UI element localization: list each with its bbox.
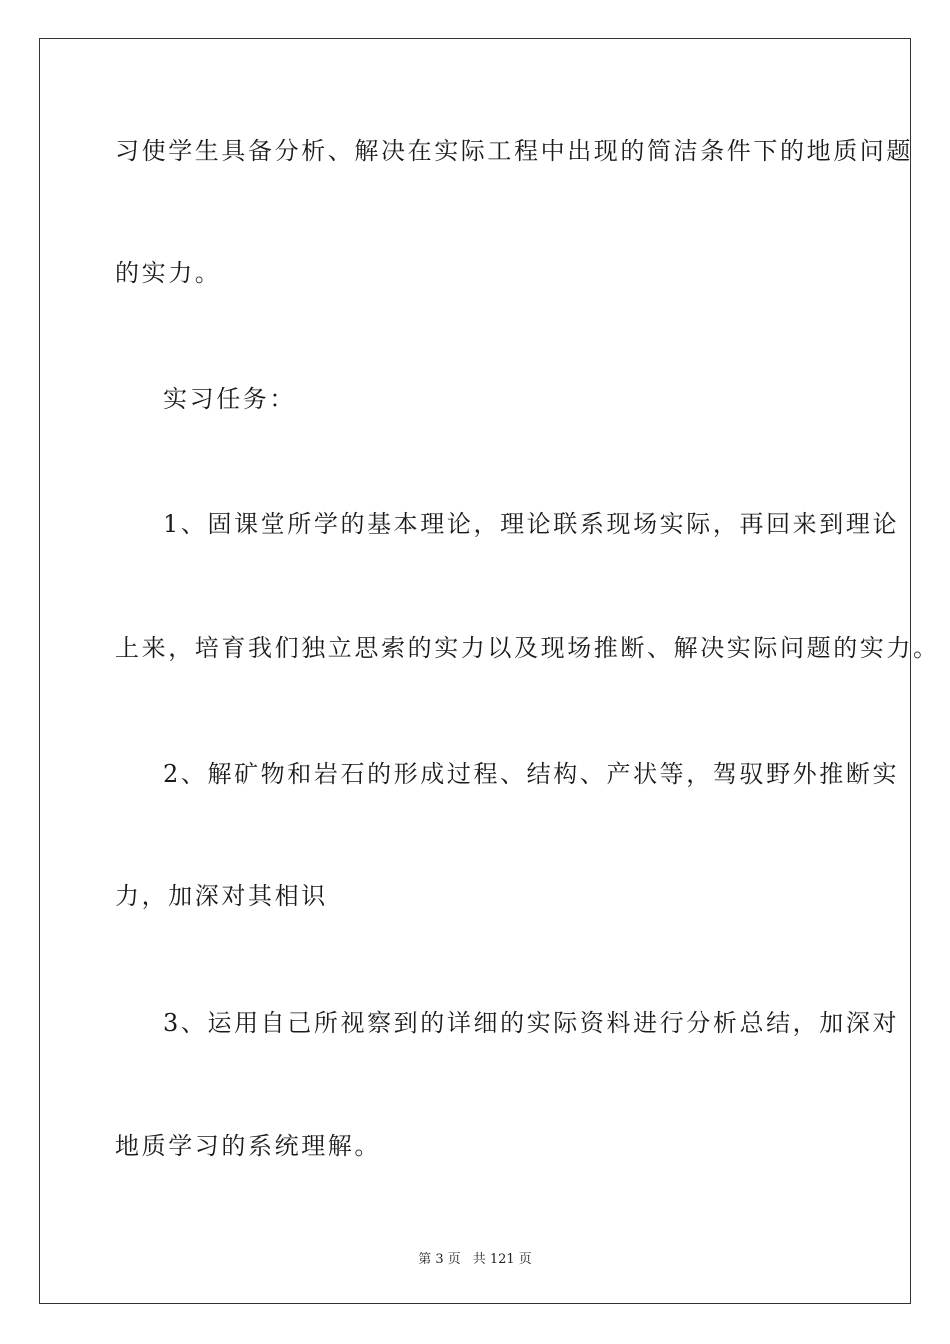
paragraph-line: 2、解矿物和岩石的形成过程、结构、产状等，驾驭野外推断实: [163, 760, 900, 788]
paragraph-line: 上来，培育我们独立思索的实力以及现场推断、解决实际问题的实力。: [115, 634, 940, 662]
paragraph-line: 1、固课堂所学的基本理论，理论联系现场实际，再回来到理论: [163, 510, 900, 538]
paragraph-line: 3、运用自己所视察到的详细的实际资料进行分析总结，加深对: [163, 1009, 900, 1037]
page-number: 第 3 页: [418, 1252, 461, 1267]
paragraph-line: 习使学生具备分析、解决在实际工程中出现的简洁条件下的地质问题: [115, 137, 913, 165]
total-pages: 共 121 页: [472, 1252, 532, 1267]
section-heading: 实习任务：: [163, 385, 296, 413]
paragraph-line: 力，加深对其相识: [115, 882, 328, 910]
paragraph-line: 地质学习的系统理解。: [115, 1132, 381, 1160]
page-footer: [0, 1248, 950, 1267]
page-border: [39, 38, 911, 1304]
paragraph-line: 的实力。: [115, 259, 222, 287]
